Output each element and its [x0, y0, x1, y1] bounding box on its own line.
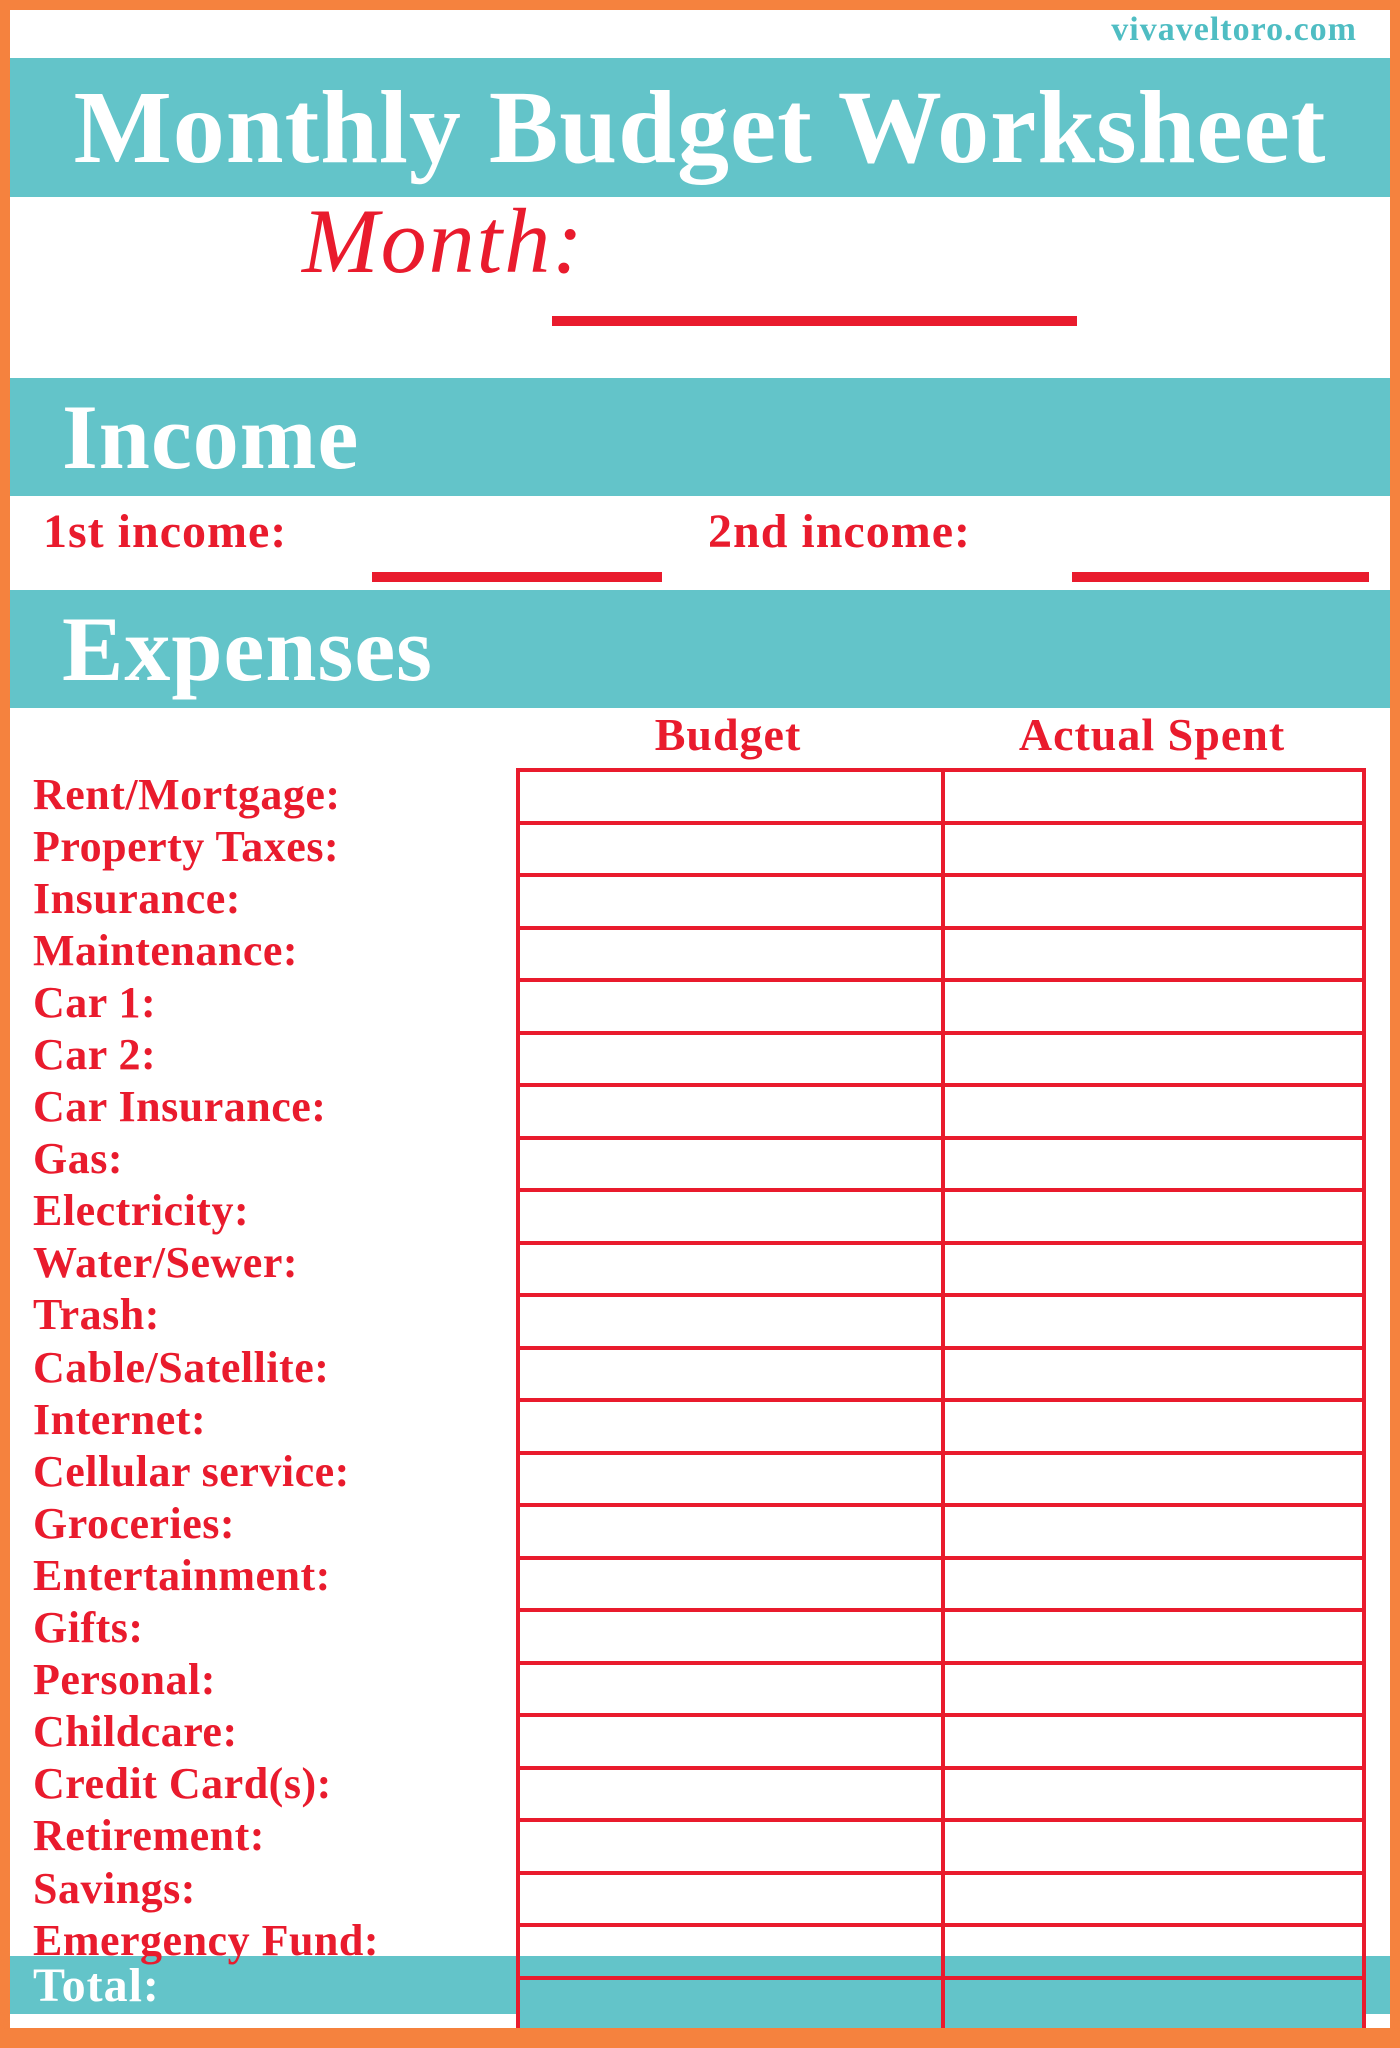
- expense-labels-column: [33, 768, 513, 1966]
- actual-spent-cell-electricity[interactable]: [943, 1190, 1364, 1243]
- expense-row-personal: [518, 1663, 1364, 1716]
- expense-row-internet: [518, 1400, 1364, 1453]
- income-banner: [10, 378, 1390, 496]
- actual-spent-cell-cellular-service[interactable]: [943, 1453, 1364, 1506]
- expenses-banner: [10, 590, 1390, 708]
- budget-cell-property-taxes[interactable]: [518, 823, 943, 876]
- actual-spent-cell-personal[interactable]: [943, 1663, 1364, 1716]
- expense-row-rent-mortgage: [518, 770, 1364, 823]
- actual-spent-cell-total[interactable]: [943, 1978, 1364, 2031]
- first-income-label: 1st income:: [43, 505, 288, 558]
- actual-spent-cell-property-taxes[interactable]: [943, 823, 1364, 876]
- actual-spent-cell-car-2[interactable]: [943, 1033, 1364, 1086]
- actual-spent-cell-rent-mortgage[interactable]: [943, 770, 1364, 823]
- budget-cell-gas[interactable]: [518, 1138, 943, 1191]
- budget-cell-personal[interactable]: [518, 1663, 943, 1716]
- budget-cell-emergency-fund[interactable]: [518, 1925, 943, 1978]
- expense-row-trash: [518, 1295, 1364, 1348]
- expense-label-car-1: Car 1:: [33, 977, 157, 1027]
- budget-cell-entertainment[interactable]: [518, 1558, 943, 1611]
- site-watermark: vivaveltoro.com: [1111, 11, 1357, 48]
- expense-row-car-2: [518, 1033, 1364, 1086]
- expense-label-groceries: Groceries:: [33, 1498, 236, 1548]
- actual-spent-cell-entertainment[interactable]: [943, 1558, 1364, 1611]
- actual-spent-cell-groceries[interactable]: [943, 1505, 1364, 1558]
- first-income-fill-line[interactable]: [372, 572, 662, 582]
- expense-label-water-sewer: Water/Sewer:: [33, 1238, 298, 1288]
- month-label: Month:: [302, 190, 585, 292]
- actual-spent-cell-cable-satellite[interactable]: [943, 1348, 1364, 1401]
- budget-cell-cable-satellite[interactable]: [518, 1348, 943, 1401]
- expense-row-groceries: [518, 1505, 1364, 1558]
- expense-label-gifts: Gifts:: [33, 1603, 144, 1653]
- expense-label-gas: Gas:: [33, 1134, 123, 1184]
- expense-label-childcare: Childcare:: [33, 1707, 238, 1757]
- expense-row-credit-card-s: [518, 1768, 1364, 1821]
- actual-spent-cell-gifts[interactable]: [943, 1610, 1364, 1663]
- actual-spent-cell-savings[interactable]: [943, 1873, 1364, 1926]
- expense-row-car-insurance: [518, 1085, 1364, 1138]
- expense-row-cable-satellite: [518, 1348, 1364, 1401]
- second-income-label: 2nd income:: [708, 505, 971, 558]
- actual-spent-column-header: Actual Spent: [1018, 709, 1286, 760]
- expense-row-electricity: [518, 1190, 1364, 1243]
- expense-row-gas: [518, 1138, 1364, 1191]
- budget-cell-internet[interactable]: [518, 1400, 943, 1453]
- expense-row-car-1: [518, 980, 1364, 1033]
- actual-spent-cell-internet[interactable]: [943, 1400, 1364, 1453]
- actual-spent-cell-credit-card-s[interactable]: [943, 1768, 1364, 1821]
- month-fill-line[interactable]: [552, 316, 1077, 326]
- actual-spent-cell-emergency-fund[interactable]: [943, 1925, 1364, 1978]
- expense-label-trash: Trash:: [33, 1290, 160, 1340]
- budget-cell-retirement[interactable]: [518, 1820, 943, 1873]
- actual-spent-cell-car-1[interactable]: [943, 980, 1364, 1033]
- expense-row-total: [518, 1978, 1364, 2031]
- actual-spent-cell-car-insurance[interactable]: [943, 1085, 1364, 1138]
- expense-table: [516, 768, 1366, 2032]
- expense-label-personal: Personal:: [33, 1655, 216, 1705]
- expense-label-internet: Internet:: [33, 1394, 207, 1444]
- budget-cell-cellular-service[interactable]: [518, 1453, 943, 1506]
- actual-spent-cell-insurance[interactable]: [943, 875, 1364, 928]
- budget-cell-car-1[interactable]: [518, 980, 943, 1033]
- expense-label-car-insurance: Car Insurance:: [33, 1082, 327, 1132]
- budget-cell-gifts[interactable]: [518, 1610, 943, 1663]
- actual-spent-cell-childcare[interactable]: [943, 1715, 1364, 1768]
- expense-label-rent-mortgage: Rent/Mortgage:: [33, 769, 341, 819]
- budget-cell-electricity[interactable]: [518, 1190, 943, 1243]
- budget-cell-car-insurance[interactable]: [518, 1085, 943, 1138]
- budget-cell-childcare[interactable]: [518, 1715, 943, 1768]
- expense-label-credit-card-s: Credit Card(s):: [33, 1759, 332, 1809]
- expense-row-property-taxes: [518, 823, 1364, 876]
- budget-cell-rent-mortgage[interactable]: [518, 770, 943, 823]
- budget-cell-trash[interactable]: [518, 1295, 943, 1348]
- expense-row-insurance: [518, 875, 1364, 928]
- expense-row-gifts: [518, 1610, 1364, 1663]
- actual-spent-cell-water-sewer[interactable]: [943, 1243, 1364, 1296]
- actual-spent-cell-maintenance[interactable]: [943, 928, 1364, 981]
- expense-label-insurance: Insurance:: [33, 873, 241, 923]
- budget-column-header: Budget: [654, 709, 802, 760]
- expense-label-retirement: Retirement:: [33, 1811, 265, 1861]
- total-label: Total:: [33, 1958, 160, 2012]
- expense-row-entertainment: [518, 1558, 1364, 1611]
- budget-cell-total[interactable]: [518, 1978, 943, 2031]
- expense-label-car-2: Car 2:: [33, 1030, 157, 1080]
- budget-cell-insurance[interactable]: [518, 875, 943, 928]
- expenses-heading: Expenses: [62, 598, 433, 700]
- actual-spent-cell-retirement[interactable]: [943, 1820, 1364, 1873]
- budget-cell-groceries[interactable]: [518, 1505, 943, 1558]
- expense-label-property-taxes: Property Taxes:: [33, 821, 340, 871]
- budget-cell-maintenance[interactable]: [518, 928, 943, 981]
- expense-row-maintenance: [518, 928, 1364, 981]
- expense-label-cable-satellite: Cable/Satellite:: [33, 1342, 330, 1392]
- expense-label-cellular-service: Cellular service:: [33, 1446, 350, 1496]
- expense-row-cellular-service: [518, 1453, 1364, 1506]
- expense-label-entertainment: Entertainment:: [33, 1550, 331, 1600]
- actual-spent-cell-gas[interactable]: [943, 1138, 1364, 1191]
- budget-cell-water-sewer[interactable]: [518, 1243, 943, 1296]
- expense-row-water-sewer: [518, 1243, 1364, 1296]
- expense-row-childcare: [518, 1715, 1364, 1768]
- second-income-fill-line[interactable]: [1072, 572, 1369, 582]
- budget-cell-savings[interactable]: [518, 1873, 943, 1926]
- actual-spent-cell-trash[interactable]: [943, 1295, 1364, 1348]
- income-heading: Income: [62, 386, 360, 488]
- budget-cell-credit-card-s[interactable]: [518, 1768, 943, 1821]
- expense-row-savings: [518, 1873, 1364, 1926]
- expense-label-emergency-fund: Emergency Fund:: [33, 1915, 380, 1965]
- title-banner: [10, 58, 1390, 197]
- budget-cell-car-2[interactable]: [518, 1033, 943, 1086]
- expense-label-maintenance: Maintenance:: [33, 925, 299, 975]
- expense-row-emergency-fund: [518, 1925, 1364, 1978]
- expense-label-savings: Savings:: [33, 1863, 196, 1913]
- expense-label-electricity: Electricity:: [33, 1186, 250, 1236]
- expense-row-retirement: [518, 1820, 1364, 1873]
- page-title: Monthly Budget Worksheet: [73, 70, 1327, 185]
